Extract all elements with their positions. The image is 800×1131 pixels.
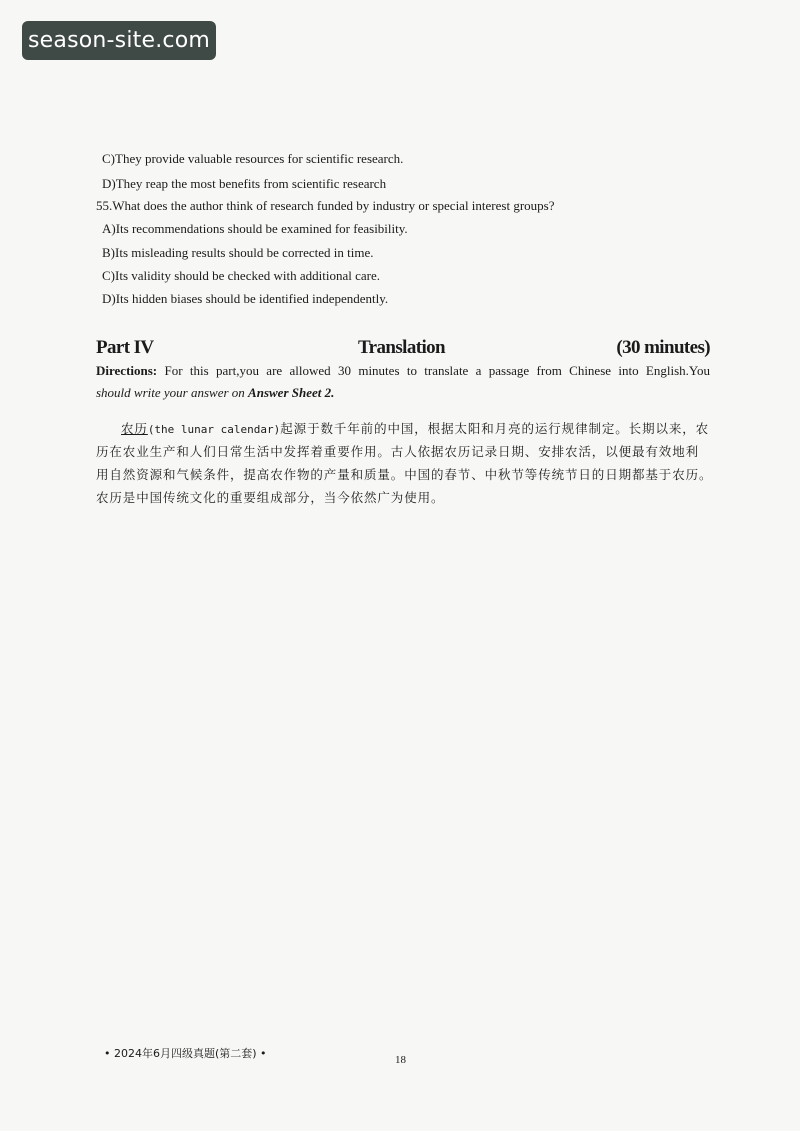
passage-key-term-english: (the lunar calendar) <box>147 423 281 436</box>
footer-exam-label: • 2024年6月四级真题(第二套) • <box>104 1047 267 1060</box>
passage-line-1 <box>121 417 737 441</box>
question-55-option-a: A)Its recommendations should be examined for feasibility. <box>102 221 408 236</box>
passage-line-4: 农历是中国传统文化的重要组成部分，当今依然广为使用。 <box>96 490 445 505</box>
directions-text: For this part,you are allowed 30 minutes to translate a passage from Chinese into English.You <box>157 363 710 378</box>
part-title: Translation <box>358 337 446 358</box>
question-55-option-c: C)Its validity should be checked with additional care. <box>102 268 380 283</box>
question-55-option-b: B)Its misleading results should be corrected in time. <box>102 245 374 260</box>
answer-sheet-reference: Answer Sheet 2. <box>248 385 335 400</box>
question-55-stem: 55.What does the author think of research funded by industry or special interest groups? <box>96 198 555 213</box>
directions-answer-instruction: should write your answer on <box>96 385 249 400</box>
part-time-limit: (30 minutes) <box>616 337 710 358</box>
question-55-option-d: D)Its hidden biases should be identified independently. <box>102 291 389 306</box>
directions-line-1 <box>96 360 710 382</box>
directions-line-2 <box>96 382 710 404</box>
page-number: 18 <box>395 1054 406 1066</box>
passage-line-1-text: 起源于数千年前的中国，根据太阳和月亮的运行规律制定。长期以来，农 <box>280 421 710 436</box>
watermark-badge: season-site.com <box>22 21 216 60</box>
part-number: Part IV <box>96 337 154 358</box>
part-header <box>96 337 710 361</box>
passage-line-2: 历在农业生产和人们日常生活中发挥着重要作用。古人依据农历记录日期、安排农活，以便最有效地利 <box>96 444 700 459</box>
previous-question-option-c: C)They provide valuable resources for scientific research. <box>102 151 404 166</box>
passage-line-3: 用自然资源和气候条件，提高农作物的产量和质量。中国的春节、中秋节等传统节日的日期都基于农历。 <box>96 467 713 482</box>
passage-key-term: 农历 <box>121 421 148 436</box>
directions-label: Directions: <box>96 363 158 378</box>
previous-question-option-d: D)They reap the most benefits from scientific research <box>102 176 387 191</box>
